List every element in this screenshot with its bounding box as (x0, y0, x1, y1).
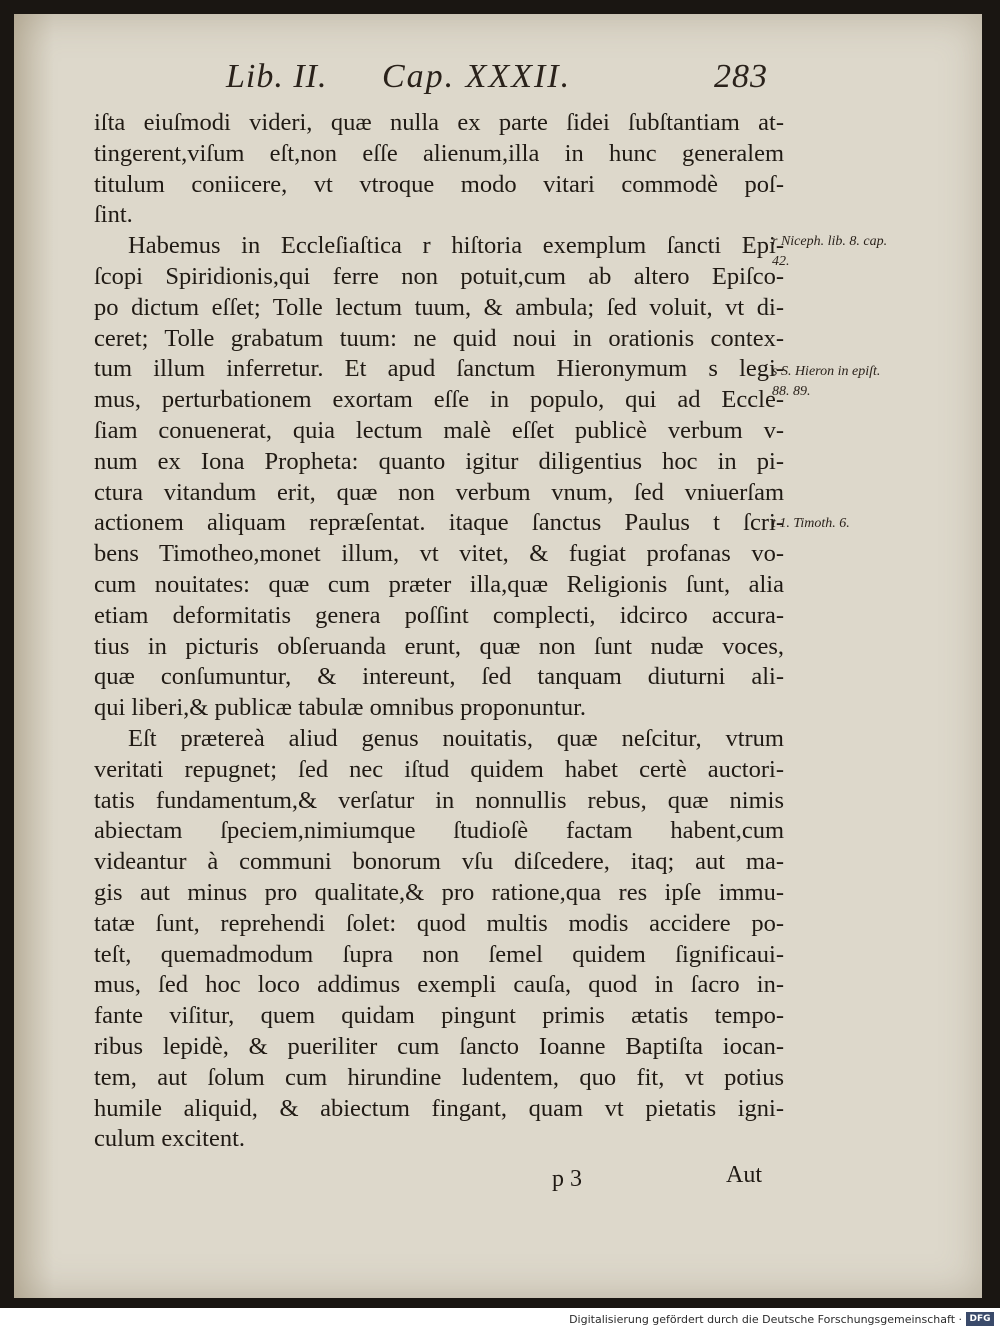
text-line: tem, aut ſolum cum hirundine ludentem, quo fit, vt potius (94, 1063, 784, 1091)
text-line: tatæ ſunt, reprehendi ſolet: quod multis modis accidere po- (94, 909, 784, 937)
text-line: ſint. (94, 201, 133, 229)
running-header (226, 58, 786, 98)
text-line: mus, ſed hoc loco addimus exempli cauſa, quod in ſacro in- (94, 971, 784, 999)
funding-credit: Digitalisierung gefördert durch die Deutsche Forschungsgemeinschaft · (569, 1313, 962, 1326)
margin-note-nicephorus: r Niceph. lib. 8. cap. 42. (772, 234, 888, 269)
text-line: tatis fundamentum,& verſatur in nonnullis rebus, quæ nimis (94, 786, 784, 814)
dfg-logo: DFG (966, 1312, 994, 1326)
text-line: mus, perturbationem exortam eſſe in populo, qui ad Eccle- (94, 386, 784, 414)
margin-note-timothy: t 1. Timoth. 6. (772, 516, 850, 531)
text-line: humile aliquid, & abiectum fingant, quam vt pietatis igni- (94, 1094, 784, 1122)
text-line: fante viſitur, quem quidam pingunt primis ætatis tempo- (94, 1002, 784, 1030)
text-line: tum illum inferretur. Et apud ſanctum Hieronymum s legi- (94, 355, 784, 383)
page-shading (14, 14, 54, 1298)
text-line: cum nouitates: quæ cum præter illa,quæ Religionis ſunt, alia (94, 570, 784, 598)
text-line: qui liberi,& publicæ tabulæ omnibus proponuntur. (94, 694, 587, 722)
text-line: bens Timotheo,monet illum, vt vitet, & fugiat profanas vo- (94, 540, 784, 568)
text-line: videantur à communi bonorum vſu diſcedere, itaq; aut ma- (94, 848, 784, 876)
catchword: Aut (726, 1162, 762, 1188)
text-line: gis aut minus pro qualitate,& pro ratione,qua res ipſe immu- (94, 878, 784, 906)
text-line: teſt, quemadmodum ſupra non ſemel quidem ſignificaui- (94, 940, 784, 968)
text-line: actionem aliquam repræſentat. itaque ſanctus Paulus t ſcri- (94, 509, 784, 537)
signature-mark: p 3 (552, 1166, 582, 1192)
text-line: Eſt prætereà aliud genus nouitatis, quæ neſcitur, vtrum (128, 724, 784, 752)
body-text (94, 108, 784, 1155)
chapter-label: Cap. XXXII. (382, 58, 572, 95)
book-label: Lib. II. (226, 58, 328, 95)
text-line: po dictum eſſet; Tolle lectum tuum, & ambula; ſed voluit, vt di- (94, 293, 784, 321)
text-line: num ex Iona Propheta: quanto igitur diligentius hoc in pi- (94, 447, 784, 475)
text-line: iſta eiuſmodi videri, quæ nulla ex parte ſidei ſubſtantiam at- (94, 109, 784, 136)
text-line: culum excitent. (94, 1125, 246, 1153)
text-line: veritati repugnet; ſed nec iſtud quidem habet certè auctori- (94, 755, 784, 783)
text-line: etiam deformitatis genera poſſint complecti, idcirco accura- (94, 601, 784, 629)
text-line: quæ conſumuntur, & intereunt, ſed tanquam diuturni ali- (94, 663, 784, 691)
text-line: abiectam ſpeciem,nimiumque ſtudioſè factam habent,cum (94, 817, 784, 845)
page-number: 283 (714, 58, 768, 95)
text-line: titulum coniicere, vt vtroque modo vitari commodè poſ- (94, 170, 784, 198)
text-line: Habemus in Eccleſiaſtica r hiſtoria exemplum ſancti Epi- (128, 232, 784, 260)
text-line: ceret; Tolle grabatum tuum: ne quid noui in orationis contex- (94, 324, 784, 352)
text-line: ribus lepidè, & pueriliter cum ſancto Ioanne Baptiſta iocan- (94, 1032, 784, 1060)
text-line: tius in picturis obſeruanda erunt, quæ non ſunt nudæ voces, (94, 632, 784, 660)
margin-note-hieronymus: s S. Hieron in epiſt. 88. 89. (772, 364, 881, 399)
text-line: tingerent,viſum eſt,non eſſe alienum,illa in hunc generalem (94, 139, 784, 167)
footer-bar (0, 1308, 1000, 1332)
text-line: ctura vitandum erit, quæ non verbum vnum, ſed vniuerſam (94, 478, 784, 506)
text-line: ſcopi Spiridionis,qui ferre non potuit,cum ab altero Epiſco- (94, 262, 784, 290)
text-line: ſiam conuenerat, quia lectum malè eſſet publicè verbum v- (94, 416, 784, 444)
